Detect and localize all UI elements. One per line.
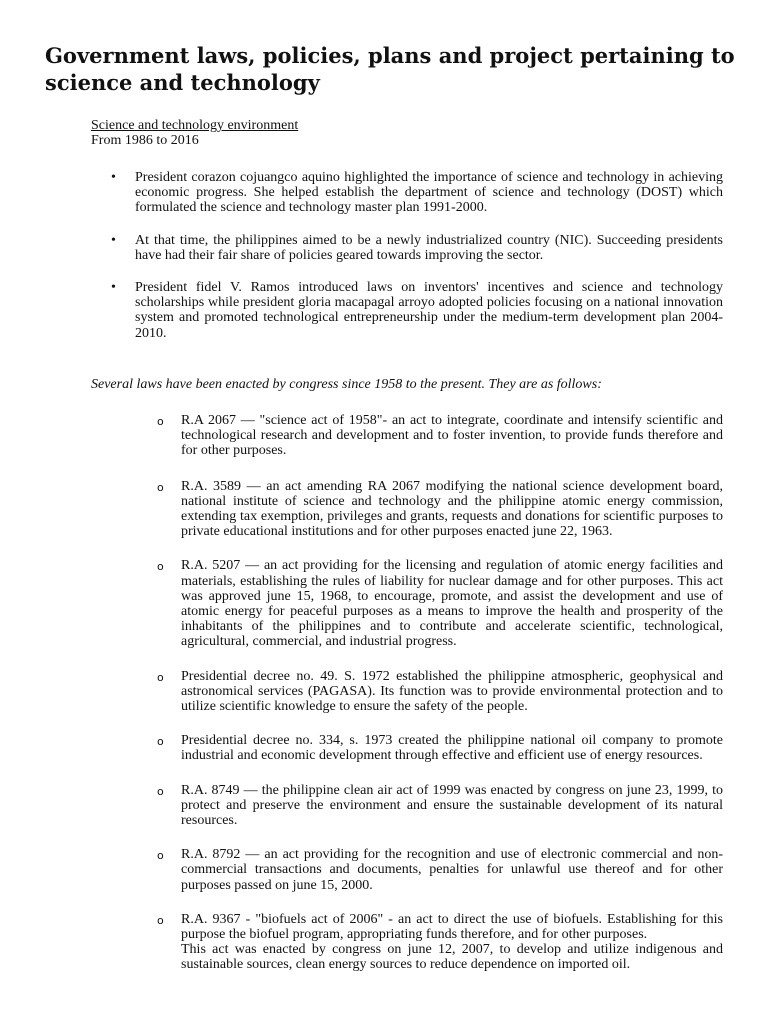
- law-text: Presidential decree no. 334, s. 1973 created the philippine national oil company to promote industrial and economic development through effective and efficient use of energy resources.: [181, 733, 723, 764]
- bullet-text: President corazon cojuangco aquino highlighted the importance of science and technology in achieving economic progress. She helped establish the department of science and technology (DOST) which formulated the science and technology master plan 1991-2000.: [135, 170, 723, 216]
- law-item: [137, 733, 723, 763]
- circle-bullet-icon: o: [157, 560, 164, 574]
- laws-intro: Several laws have been enacted by congress since 1958 to the present. They are as follows:: [91, 377, 602, 392]
- laws-list: [137, 413, 723, 973]
- circle-bullet-icon: o: [157, 913, 164, 927]
- law-text: R.A 2067 — "science act of 1958"- an act to integrate, coordinate and intensify scientific and technological research and development and to foster invention, to provide funds therefore and for other purposes.: [181, 413, 723, 459]
- law-text: R.A. 3589 — an act amending RA 2067 modifying the national science development board, national institute of science and technology and the philippine atomic energy commission, extending tax exemption, privileges and grants, requests and donations for scientific purposes to private educational institutions and for other purposes enacted june 22, 1963.: [181, 478, 723, 540]
- law-item: [137, 558, 723, 649]
- bullet-item: [91, 170, 723, 216]
- law-item: [137, 413, 723, 459]
- law-text: R.A. 8749 — the philippine clean air act of 1999 was enacted by congress on june 23, 1999, to protect and preserve the environment and ensure the sustainable development of its natural resources.: [181, 782, 723, 829]
- circle-bullet-icon: o: [157, 670, 164, 684]
- law-item: [137, 669, 723, 715]
- circle-bullet-icon: o: [157, 735, 164, 749]
- law-text-continued: This act was enacted by congress on june 12, 2007, to develop and utilize indigenous and sustainable sources, clean energy sources to reduce dependence on imported oil.: [181, 942, 723, 973]
- law-text: Presidential decree no. 49. S. 1972 established the philippine atmospheric, geophysical and astronomical services (PAGASA). Its function was to provide environmental protection and to utilize scientific knowledge to ensure the safety of the people.: [181, 668, 723, 715]
- circle-bullet-icon: o: [157, 849, 164, 863]
- bullet-item: [91, 233, 723, 263]
- environment-section: [91, 118, 298, 148]
- bullet-text: President fidel V. Ramos introduced laws on inventors' incentives and science and technology scholarships while president gloria macapagal arroyo adopted policies focusing on a national innovation system and promoted technological entrepreneurship under the medium-term development plan 2004-2010.: [135, 280, 723, 341]
- bullet-text: At that time, the philippines aimed to be a newly industrialized country (NIC). Succeeding presidents have had their fair share of policies geared towards improving the sector.: [135, 232, 723, 263]
- circle-bullet-icon: o: [157, 480, 164, 494]
- law-text: R.A. 9367 - "biofuels act of 2006" - an act to direct the use of biofuels. Establishing for this purpose the biofuel program, appropriating funds therefore, and for other purposes.: [181, 911, 723, 943]
- bullet-icon: •: [111, 280, 116, 296]
- circle-bullet-icon: o: [157, 415, 164, 428]
- law-text: R.A. 5207 — an act providing for the licensing and regulation of atomic energy facilities and materials, establishing the rules of liability for nuclear damage and for other purposes. This act was approved june 15, 1968, to encourage, promote, and assist the development and use of atomic energy for peaceful purposes as a means to improve the health and prosperity of the inhabitants of the philippines and to contribute and accelerate scientific, technological, agricultural, commercial, and industrial progress.: [181, 558, 723, 650]
- bullet-icon: •: [111, 232, 116, 248]
- circle-bullet-icon: o: [157, 784, 164, 798]
- president-bullet-list: [91, 170, 723, 358]
- law-item: [137, 783, 723, 829]
- law-item: [137, 912, 723, 973]
- bullet-icon: •: [111, 170, 116, 185]
- law-text: R.A. 8792 — an act providing for the recognition and use of electronic commercial and non-commercial transactions and documents, penalties for unlawful use thereof and for other purposes passed on june 15, 2000.: [181, 847, 723, 893]
- law-item: [137, 479, 723, 540]
- environment-period: From 1986 to 2016: [91, 133, 199, 148]
- page-title: Government laws, policies, plans and project pertaining to science and technology: [45, 43, 735, 95]
- bullet-item: [91, 280, 723, 341]
- environment-heading: Science and technology environment: [91, 118, 299, 133]
- law-item: [137, 847, 723, 893]
